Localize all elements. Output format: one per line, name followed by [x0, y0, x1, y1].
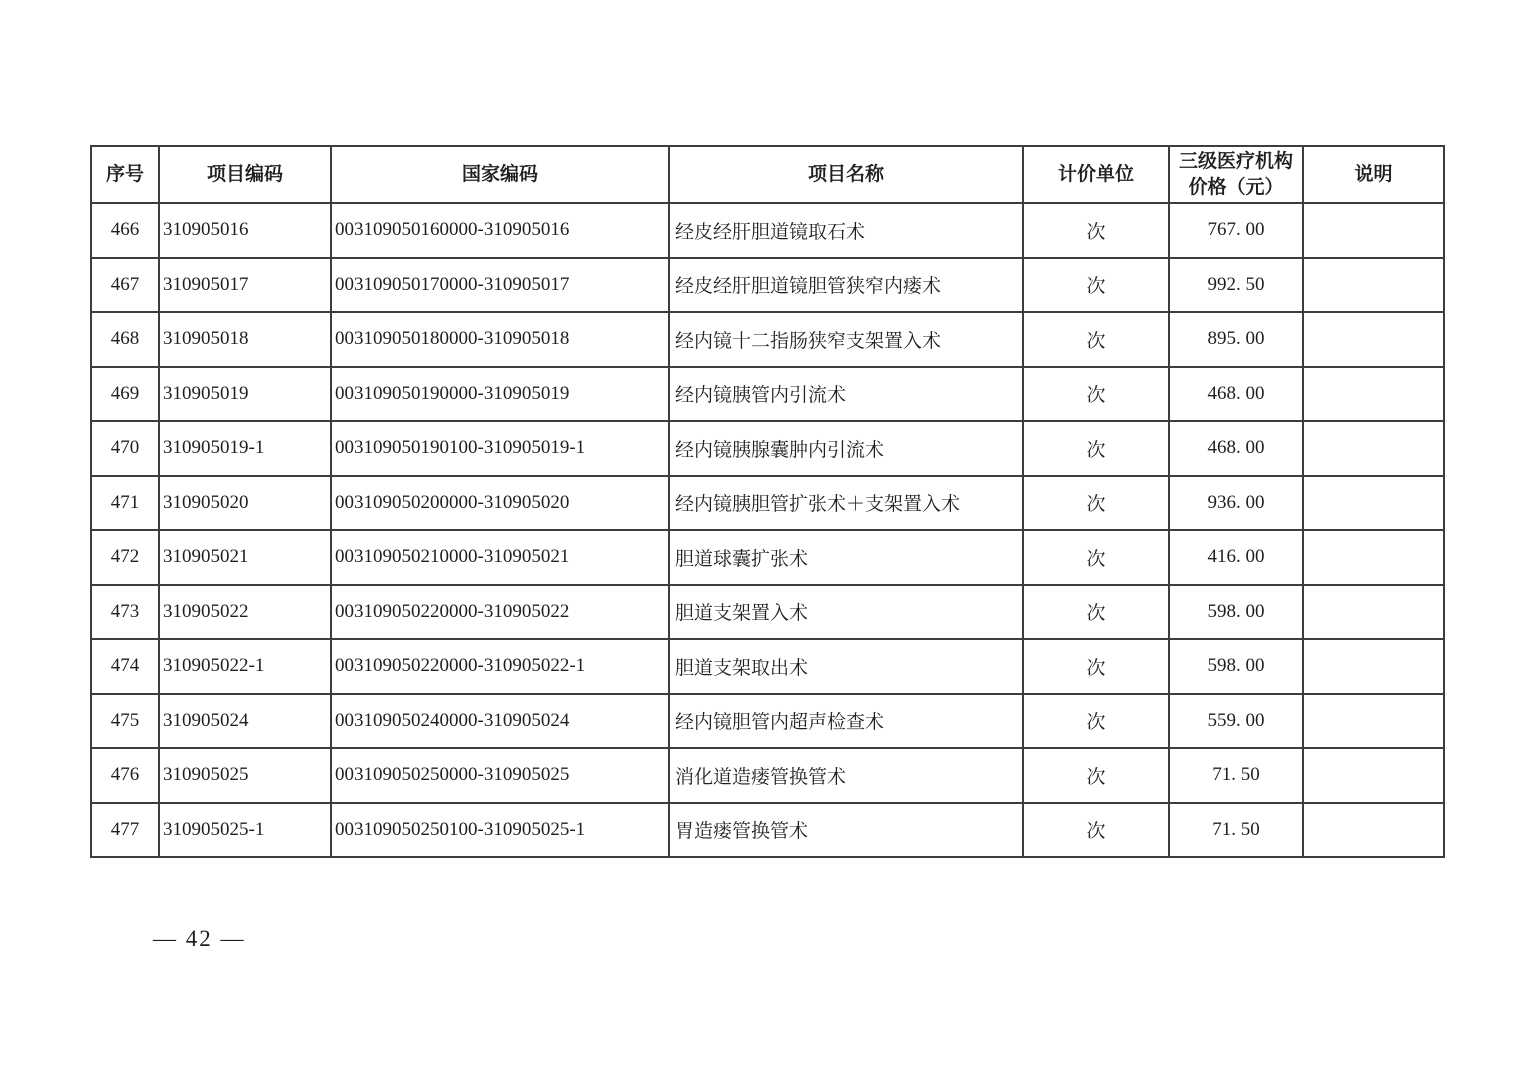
- cell-price: 468. 00: [1169, 421, 1303, 476]
- cell-price: 598. 00: [1169, 585, 1303, 640]
- cell-index: 471: [91, 476, 159, 531]
- cell-national-code: 003109050220000-310905022-1: [331, 639, 669, 694]
- cell-unit: 次: [1023, 367, 1169, 422]
- cell-project-code: 310905024: [159, 694, 331, 749]
- cell-project-code: 310905019-1: [159, 421, 331, 476]
- table-row: [91, 803, 1444, 858]
- cell-national-code: 003109050180000-310905018: [331, 312, 669, 367]
- cell-national-code: 003109050190000-310905019: [331, 367, 669, 422]
- cell-project-code: 310905018: [159, 312, 331, 367]
- cell-project-code: 310905022: [159, 585, 331, 640]
- cell-project-code: 310905025: [159, 748, 331, 803]
- cell-note: [1303, 203, 1444, 258]
- cell-project-code: 310905019: [159, 367, 331, 422]
- col-header-index: 序号: [91, 146, 159, 203]
- cell-note: [1303, 476, 1444, 531]
- cell-unit: 次: [1023, 530, 1169, 585]
- table-row: [91, 258, 1444, 313]
- price-header-line2: 价格（元）: [1188, 176, 1284, 198]
- cell-unit: 次: [1023, 312, 1169, 367]
- cell-unit: 次: [1023, 203, 1169, 258]
- cell-price: 895. 00: [1169, 312, 1303, 367]
- cell-project-name: 消化道造瘘管换管术: [669, 748, 1023, 803]
- cell-index: 466: [91, 203, 159, 258]
- cell-price: 416. 00: [1169, 530, 1303, 585]
- page-number: — 42 —: [153, 926, 246, 951]
- cell-price: 598. 00: [1169, 639, 1303, 694]
- cell-note: [1303, 530, 1444, 585]
- cell-price: 468. 00: [1169, 367, 1303, 422]
- cell-national-code: 003109050170000-310905017: [331, 258, 669, 313]
- cell-project-name: 经皮经肝胆道镜胆管狭窄内瘘术: [669, 258, 1023, 313]
- header-row: [91, 146, 1444, 203]
- cell-project-name: 经内镜胰胆管扩张术＋支架置入术: [669, 476, 1023, 531]
- cell-project-name: 经内镜胰管内引流术: [669, 367, 1023, 422]
- cell-national-code: 003109050160000-310905016: [331, 203, 669, 258]
- cell-national-code: 003109050250000-310905025: [331, 748, 669, 803]
- cell-note: [1303, 258, 1444, 313]
- cell-unit: 次: [1023, 585, 1169, 640]
- table-row: [91, 421, 1444, 476]
- col-header-project-name: 项目名称: [669, 146, 1023, 203]
- cell-project-code: 310905016: [159, 203, 331, 258]
- cell-index: 472: [91, 530, 159, 585]
- cell-note: [1303, 639, 1444, 694]
- cell-index: 468: [91, 312, 159, 367]
- table-row: [91, 312, 1444, 367]
- cell-project-name: 胆道支架取出术: [669, 639, 1023, 694]
- cell-national-code: 003109050240000-310905024: [331, 694, 669, 749]
- cell-index: 467: [91, 258, 159, 313]
- cell-unit: 次: [1023, 803, 1169, 858]
- cell-price: 936. 00: [1169, 476, 1303, 531]
- table-body: [91, 203, 1444, 857]
- table-row: [91, 476, 1444, 531]
- col-header-project-code: 项目编码: [159, 146, 331, 203]
- cell-price: 559. 00: [1169, 694, 1303, 749]
- cell-index: 476: [91, 748, 159, 803]
- col-header-note: 说明: [1303, 146, 1444, 203]
- cell-national-code: 003109050220000-310905022: [331, 585, 669, 640]
- cell-index: 475: [91, 694, 159, 749]
- cell-national-code: 003109050210000-310905021: [331, 530, 669, 585]
- price-header-line1: 三级医疗机构: [1178, 150, 1293, 172]
- cell-unit: 次: [1023, 639, 1169, 694]
- cell-unit: 次: [1023, 421, 1169, 476]
- cell-project-code: 310905020: [159, 476, 331, 531]
- cell-price: 71. 50: [1169, 803, 1303, 858]
- cell-price: 71. 50: [1169, 748, 1303, 803]
- cell-national-code: 003109050190100-310905019-1: [331, 421, 669, 476]
- table-row: [91, 694, 1444, 749]
- table-row: [91, 639, 1444, 694]
- medical-price-table: [90, 145, 1445, 858]
- cell-index: 473: [91, 585, 159, 640]
- cell-index: 469: [91, 367, 159, 422]
- cell-project-code: 310905017: [159, 258, 331, 313]
- table-row: [91, 203, 1444, 258]
- cell-national-code: 003109050250100-310905025-1: [331, 803, 669, 858]
- table-row: [91, 530, 1444, 585]
- cell-index: 474: [91, 639, 159, 694]
- cell-unit: 次: [1023, 258, 1169, 313]
- table-row: [91, 367, 1444, 422]
- cell-unit: 次: [1023, 476, 1169, 531]
- cell-project-code: 310905025-1: [159, 803, 331, 858]
- cell-unit: 次: [1023, 748, 1169, 803]
- cell-note: [1303, 694, 1444, 749]
- cell-unit: 次: [1023, 694, 1169, 749]
- cell-project-name: 胃造瘘管换管术: [669, 803, 1023, 858]
- cell-index: 470: [91, 421, 159, 476]
- cell-project-name: 经内镜胰腺囊肿内引流术: [669, 421, 1023, 476]
- cell-project-name: 经内镜胆管内超声检查术: [669, 694, 1023, 749]
- col-header-national-code: 国家编码: [331, 146, 669, 203]
- cell-project-name: 经皮经肝胆道镜取石术: [669, 203, 1023, 258]
- col-header-unit: 计价单位: [1023, 146, 1169, 203]
- cell-project-name: 胆道球囊扩张术: [669, 530, 1023, 585]
- cell-national-code: 003109050200000-310905020: [331, 476, 669, 531]
- cell-price: 767. 00: [1169, 203, 1303, 258]
- table-header: [91, 146, 1444, 203]
- cell-index: 477: [91, 803, 159, 858]
- cell-price: 992. 50: [1169, 258, 1303, 313]
- cell-project-code: 310905021: [159, 530, 331, 585]
- table-row: [91, 748, 1444, 803]
- table-row: [91, 585, 1444, 640]
- cell-project-name: 胆道支架置入术: [669, 585, 1023, 640]
- cell-note: [1303, 367, 1444, 422]
- cell-note: [1303, 585, 1444, 640]
- cell-note: [1303, 312, 1444, 367]
- cell-note: [1303, 803, 1444, 858]
- cell-project-code: 310905022-1: [159, 639, 331, 694]
- cell-note: [1303, 748, 1444, 803]
- cell-note: [1303, 421, 1444, 476]
- cell-project-name: 经内镜十二指肠狭窄支架置入术: [669, 312, 1023, 367]
- col-header-price: [1169, 146, 1303, 203]
